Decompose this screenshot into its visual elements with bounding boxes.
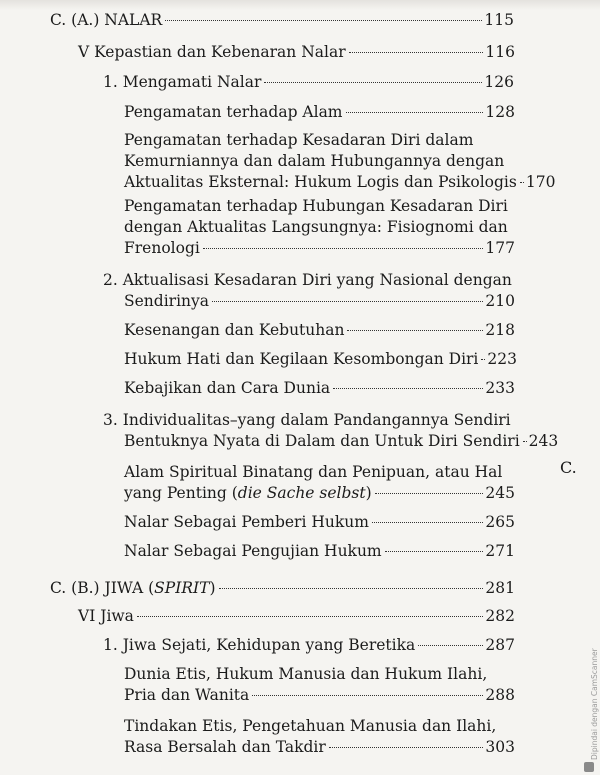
toc-section-jiwa[interactable] <box>50 578 515 599</box>
toc-chapter-vi[interactable] <box>78 606 515 627</box>
toc-page-number: 265 <box>485 513 515 531</box>
toc-page-number: 303 <box>485 738 515 756</box>
toc-label: 1. Mengamati Nalar <box>103 73 262 91</box>
toc-leader <box>264 82 482 83</box>
toc-label: Rasa Bersalah dan Takdir <box>124 738 326 756</box>
toc-page-number: 210 <box>485 292 515 310</box>
toc-leader <box>212 301 483 302</box>
toc-label: VI Jiwa <box>78 607 134 625</box>
toc-leader <box>252 695 483 696</box>
toc-leader <box>333 388 483 389</box>
toc-label: Pengamatan terhadap Alam <box>124 103 343 121</box>
toc-leader <box>347 330 483 331</box>
toc-label-line: Pengamatan terhadap Kesadaran Diri dalam <box>124 131 474 149</box>
toc-label: C. (A.) NALAR <box>50 11 163 29</box>
toc-leader <box>418 645 483 646</box>
toc-entry-nalar-pemberi-hukum[interactable] <box>124 512 515 533</box>
toc-entry-alam-spiritual[interactable] <box>124 462 515 504</box>
toc-label-line: 2. Aktualisasi Kesadaran Diri yang Nasional dengan <box>103 271 512 289</box>
toc-entry-pengamatan-alam[interactable] <box>124 102 515 123</box>
toc-label: Nalar Sebagai Pengujian Hukum <box>124 542 382 560</box>
toc-leader <box>203 248 484 249</box>
toc-page-number: 233 <box>485 379 515 397</box>
toc-label: Hukum Hati dan Kegilaan Kesombongan Diri <box>124 350 479 368</box>
toc-leader <box>481 359 485 360</box>
toc-leader <box>372 522 484 523</box>
toc-label-line: Tindakan Etis, Pengetahuan Manusia dan Ilahi, <box>124 717 497 735</box>
toc-label-italic: SPIRIT <box>154 579 210 597</box>
toc-label: Bentuknya Nyata di Dalam dan Untuk Diri Sendiri <box>124 432 520 450</box>
toc-entry-nalar-pengujian-hukum[interactable] <box>124 541 515 562</box>
toc-entry-kesenangan[interactable] <box>124 320 515 341</box>
toc-page-number: 115 <box>484 11 514 29</box>
toc-label: Frenologi <box>124 239 200 257</box>
toc-label-line: Alam Spiritual Binatang dan Penipuan, atau Hal <box>124 463 503 481</box>
toc-leader <box>375 493 484 494</box>
toc-label: Pria dan Wanita <box>124 686 250 704</box>
toc-label: V Kepastian dan Kebenaran Nalar <box>78 43 346 61</box>
toc-entry-aktualisasi[interactable] <box>103 270 515 312</box>
toc-entry-individualitas[interactable] <box>103 410 559 452</box>
toc-page-number: 288 <box>485 686 515 704</box>
toc-label-line: dengan Aktualitas Langsungnya: Fisiognomi dan <box>124 218 508 236</box>
toc-entry-tindakan-etis[interactable] <box>124 716 515 758</box>
toc-leader <box>219 588 484 589</box>
toc-page-number: 287 <box>485 636 515 654</box>
toc-label-line: Pengamatan terhadap Hubungan Kesadaran Diri <box>124 197 508 215</box>
toc-page-number: 116 <box>485 43 515 61</box>
camscanner-logo-icon <box>584 762 594 772</box>
toc-label-line: Dunia Etis, Hukum Manusia dan Hukum Ilahi, <box>124 665 488 683</box>
toc-page-number: 126 <box>484 73 514 91</box>
page-edge-shadow <box>0 0 600 10</box>
margin-letter: C. <box>560 458 577 477</box>
toc-label-line: 3. Individualitas–yang dalam Pandangannya Sendiri <box>103 411 511 429</box>
toc-label-italic: die Sache selbst <box>237 484 366 502</box>
toc-entry-jiwa-sejati[interactable] <box>103 635 515 656</box>
toc-label: 1. Jiwa Sejati, Kehidupan yang Beretika <box>103 636 416 654</box>
toc-label: yang Penting (die Sache selbst) <box>124 484 372 502</box>
toc-leader <box>385 551 484 552</box>
toc-leader <box>523 441 527 442</box>
toc-page-number: 245 <box>485 484 515 502</box>
toc-page-number: 218 <box>485 321 515 339</box>
toc-leader <box>329 747 484 748</box>
toc-label: Kebajikan dan Cara Dunia <box>124 379 331 397</box>
toc-label-line: Kemurniannya dan dalam Hubungannya dengan <box>124 152 505 170</box>
toc-entry-pengamatan-kesadaran-diri[interactable] <box>124 130 556 193</box>
toc-leader <box>520 182 524 183</box>
toc-page-number: 177 <box>485 239 515 257</box>
toc-leader <box>137 616 483 617</box>
toc-page-number: 170 <box>525 173 556 191</box>
toc-page-number: 281 <box>485 579 515 597</box>
toc-page-number: 271 <box>485 542 515 560</box>
toc-label: Nalar Sebagai Pemberi Hukum <box>124 513 369 531</box>
toc-entry-mengamati-nalar[interactable] <box>103 72 514 93</box>
toc-entry-pengamatan-hubungan[interactable] <box>124 196 515 259</box>
toc-leader <box>346 112 484 113</box>
toc-label: Kesenangan dan Kebutuhan <box>124 321 345 339</box>
toc-page-number: 128 <box>485 103 515 121</box>
toc-entry-hukum-hati[interactable] <box>124 349 515 370</box>
toc-section-nalar[interactable] <box>50 10 514 31</box>
toc-page-number: 282 <box>485 607 515 625</box>
toc-entry-dunia-etis[interactable] <box>124 664 515 706</box>
toc-label: Sendirinya <box>124 292 210 310</box>
toc-page-number: 243 <box>528 432 559 450</box>
toc-leader <box>165 20 482 21</box>
toc-chapter-v[interactable] <box>78 42 515 63</box>
toc-label: Aktualitas Eksternal: Hukum Logis dan Psikologis <box>124 173 517 191</box>
scanner-watermark: Dipindai dengan CamScanner <box>590 648 599 760</box>
toc-page-number: 223 <box>487 350 517 368</box>
toc-entry-kebajikan[interactable] <box>124 378 515 399</box>
toc-leader <box>349 52 484 53</box>
toc-label: C. (B.) JIWA (SPIRIT) <box>50 579 216 597</box>
